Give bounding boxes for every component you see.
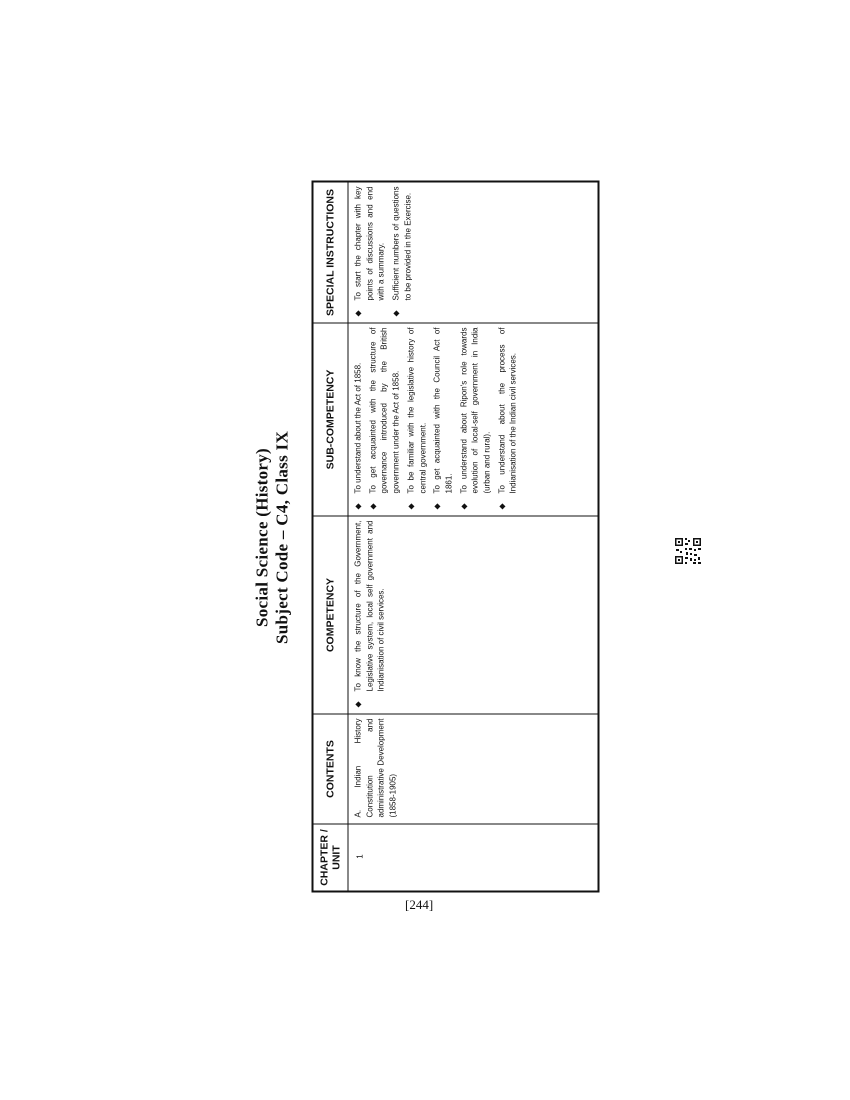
page-number: [244] <box>405 897 434 912</box>
rotated-page-content <box>253 183 598 893</box>
list-item <box>432 328 455 510</box>
header-competency: COMPETENCY <box>314 516 348 714</box>
list-item-text: To get acquainted with the structure of governance introduced by the British government under the Act of 1858. <box>368 327 401 494</box>
header-chapter-unit: CHAPTER / UNIT <box>314 824 348 891</box>
list-item-text: To get acquainted with the Council Act of 1861. <box>432 327 454 494</box>
cell-competency <box>349 516 598 714</box>
header-sub-competency: SUB-COMPETENCY <box>314 323 348 516</box>
list-item <box>496 328 519 510</box>
special-instructions-list <box>353 187 415 317</box>
table-header-row <box>314 183 349 891</box>
list-item-text: To understand about the process of Indianisation of the Indian civil services. <box>497 327 518 494</box>
sub-competency-list <box>353 328 520 510</box>
list-item <box>458 328 493 510</box>
diamond-bullet-icon: ◆ <box>368 503 378 510</box>
diamond-bullet-icon: ◆ <box>432 503 442 510</box>
page-subtitle: Subject Code – C4, Class IX <box>272 430 292 645</box>
list-item-text: Sufficient numbers of questions to be provided in the Exercise. <box>391 186 413 301</box>
diamond-bullet-icon: ◆ <box>497 503 507 510</box>
list-item-text: To understand about Ripon's role towards evolution of local-self government in India (urban and rural). <box>459 327 492 494</box>
list-item <box>405 328 428 510</box>
table-row <box>349 183 598 891</box>
list-item <box>353 521 388 708</box>
qr-code-icon <box>674 537 702 565</box>
cell-special-instructions <box>349 183 598 323</box>
header-contents: CONTENTS <box>314 714 348 824</box>
list-item <box>367 328 402 510</box>
list-item-text: To be familiar with the legislative history of central government. <box>406 327 428 494</box>
cell-sub-competency <box>349 323 598 516</box>
list-item-text: To know the structure of the Government, Legislative system, local self government and Indianisation of civil services. <box>353 520 386 692</box>
diamond-bullet-icon: ◆ <box>353 701 363 708</box>
list-item <box>353 187 388 317</box>
list-item <box>353 328 365 510</box>
cell-chapter-number: 1 <box>349 824 598 891</box>
page-title: Social Science (History) <box>252 447 272 628</box>
competency-list <box>353 521 388 708</box>
syllabus-table <box>312 181 600 893</box>
diamond-bullet-icon: ◆ <box>391 310 401 317</box>
list-item-text: To understand about the Act of 1858. <box>353 362 363 494</box>
list-item <box>391 187 414 317</box>
cell-contents: A. Indian History Constitution and administrative Development (1858-1905) <box>349 714 598 824</box>
diamond-bullet-icon: ◆ <box>353 310 363 317</box>
diamond-bullet-icon: ◆ <box>353 503 363 510</box>
page-title-block <box>253 183 313 893</box>
diamond-bullet-icon: ◆ <box>459 503 469 510</box>
diamond-bullet-icon: ◆ <box>406 503 416 510</box>
list-item-text: To start the chapter with key points of discussions and end with a summary. <box>353 186 386 301</box>
header-special-instructions: SPECIAL INSTRUCTIONS <box>324 189 337 316</box>
